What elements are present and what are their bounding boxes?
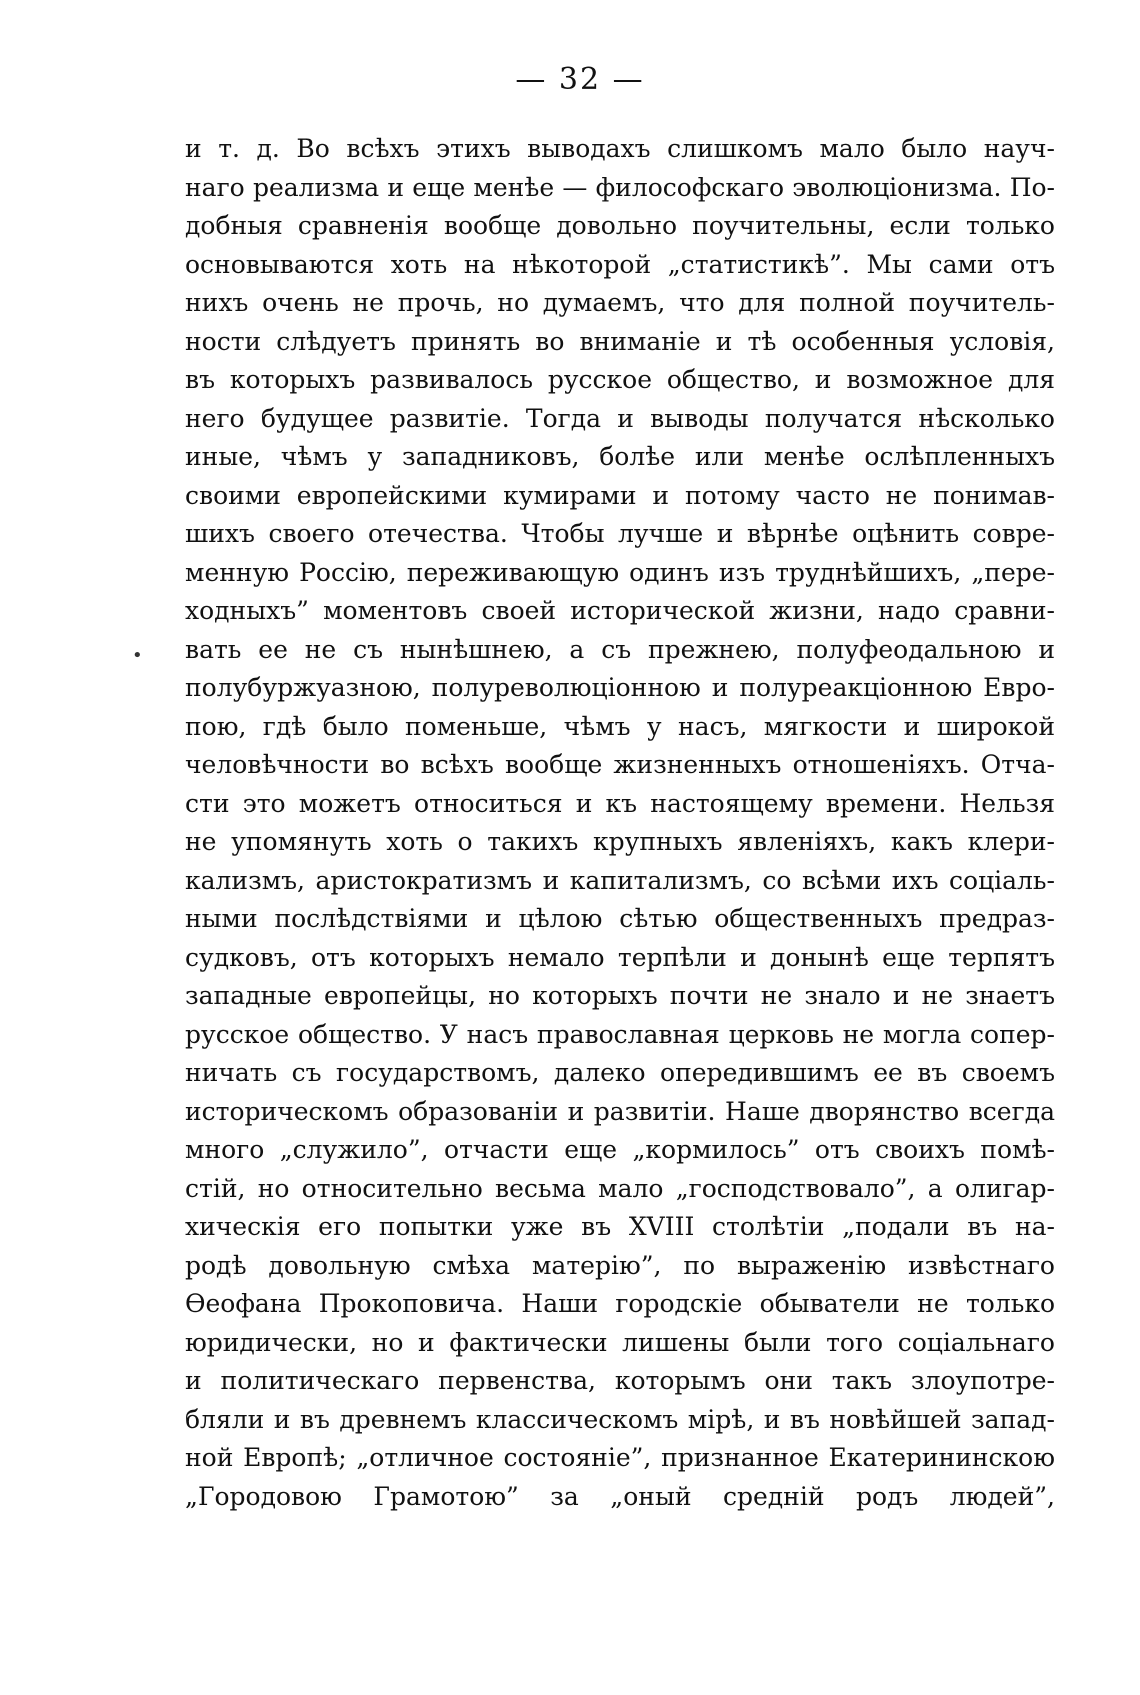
- text-line: ничать съ государствомъ, далеко опередившимъ ее въ своемъ: [185, 1058, 1055, 1087]
- text-line: кализмъ, аристократизмъ и капитализмъ, со всѣми ихъ соціаль-: [185, 865, 1055, 895]
- text-line: нихъ очень не прочь, но думаемъ, что для полной поучитель-: [185, 288, 1055, 317]
- text-line: „Городовою Грамотою” за „оный средній родъ людей”,: [185, 1481, 1055, 1511]
- text-line: шихъ своего отечества. Чтобы лучше и вѣрнѣе оцѣнить совре-: [185, 519, 1055, 548]
- text-line: ной Европѣ; „отличное состояніе”, признанное Екатерининскою: [185, 1443, 1055, 1472]
- text-line: него будущее развитіе. Тогда и выводы получатся нѣсколько: [185, 403, 1055, 433]
- text-line: наго реализма и еще менѣе — философскаго эволюціонизма. По-: [185, 172, 1055, 202]
- text-line: судковъ, отъ которыхъ немало терпѣли и донынѣ еще терпятъ: [185, 942, 1055, 972]
- text-line: и политическаго первенства, которымъ они такъ злоупотре-: [185, 1366, 1055, 1395]
- text-line: иные, чѣмъ у западниковъ, болѣе или менѣе ослѣпленныхъ: [185, 442, 1055, 471]
- text-line: менную Россію, переживающую одинъ изъ труднѣйшихъ, „пере-: [185, 557, 1055, 587]
- text-line: ходныхъ” моментовъ своей исторической жизни, надо сравни-: [185, 596, 1055, 625]
- text-line: юридически, но и фактически лишены были того соціальнаго: [185, 1327, 1055, 1357]
- text-line: и т. д. Во всѣхъ этихъ выводахъ слишкомъ мало было науч-: [185, 134, 1055, 163]
- text-line: родѣ довольную смѣха матерію”, по выраженію извѣстнаго: [185, 1250, 1055, 1280]
- text-line: не упомянуть хоть о такихъ крупныхъ явленіяхъ, какъ клери-: [185, 827, 1055, 856]
- text-line: полубуржуазною, полуреволюціонною и полуреакціонною Евро-: [185, 673, 1055, 702]
- text-line: ности слѣдуетъ принять во вниманіе и тѣ особенныя условія,: [185, 326, 1055, 356]
- text-line: своими европейскими кумирами и потому часто не понимав-: [185, 480, 1055, 510]
- text-line: Ѳеофана Прокоповича. Наши городскіе обыватели не только: [185, 1289, 1055, 1318]
- page-number: — 32 —: [515, 62, 645, 97]
- text-line: вать ее не съ нынѣшнею, а съ прежнею, полуфеодальною и: [185, 634, 1055, 664]
- text-line: много „служило”, отчасти еще „кормилось” отъ своихъ помѣ-: [185, 1135, 1055, 1164]
- text-line: основываются хоть на нѣкоторой „статистикѣ”. Мы сами отъ: [185, 249, 1055, 279]
- body-text: [185, 130, 1055, 1516]
- text-line: человѣчности во всѣхъ вообще жизненныхъ отношеніяхъ. Отча-: [185, 750, 1055, 779]
- margin-dot-mark: •: [132, 645, 143, 666]
- text-line: добныя сравненія вообще довольно поучительны, если только: [185, 211, 1055, 240]
- text-line: ными послѣдствіями и цѣлою сѣтью общественныхъ предраз-: [185, 904, 1055, 933]
- text-line: западные европейцы, но которыхъ почти не знало и не знаетъ: [185, 981, 1055, 1010]
- text-line: сти это можетъ относиться и къ настоящему времени. Нельзя: [185, 788, 1055, 818]
- text-line: историческомъ образованіи и развитіи. Наше дворянство всегда: [185, 1096, 1055, 1126]
- text-line: стій, но относительно весьма мало „господствовало”, а олигар-: [185, 1173, 1055, 1203]
- text-line: русское общество. У насъ православная церковь не могла сопер-: [185, 1019, 1055, 1049]
- text-line: бляли и въ древнемъ классическомъ мірѣ, и въ новѣйшей запад-: [185, 1404, 1055, 1434]
- text-line: пою, гдѣ было поменьше, чѣмъ у насъ, мягкости и широкой: [185, 711, 1055, 741]
- text-line: въ которыхъ развивалось русское общество, и возможное для: [185, 365, 1055, 394]
- text-line: хическія его попытки уже въ XVIII столѣтіи „подали въ на-: [185, 1212, 1055, 1241]
